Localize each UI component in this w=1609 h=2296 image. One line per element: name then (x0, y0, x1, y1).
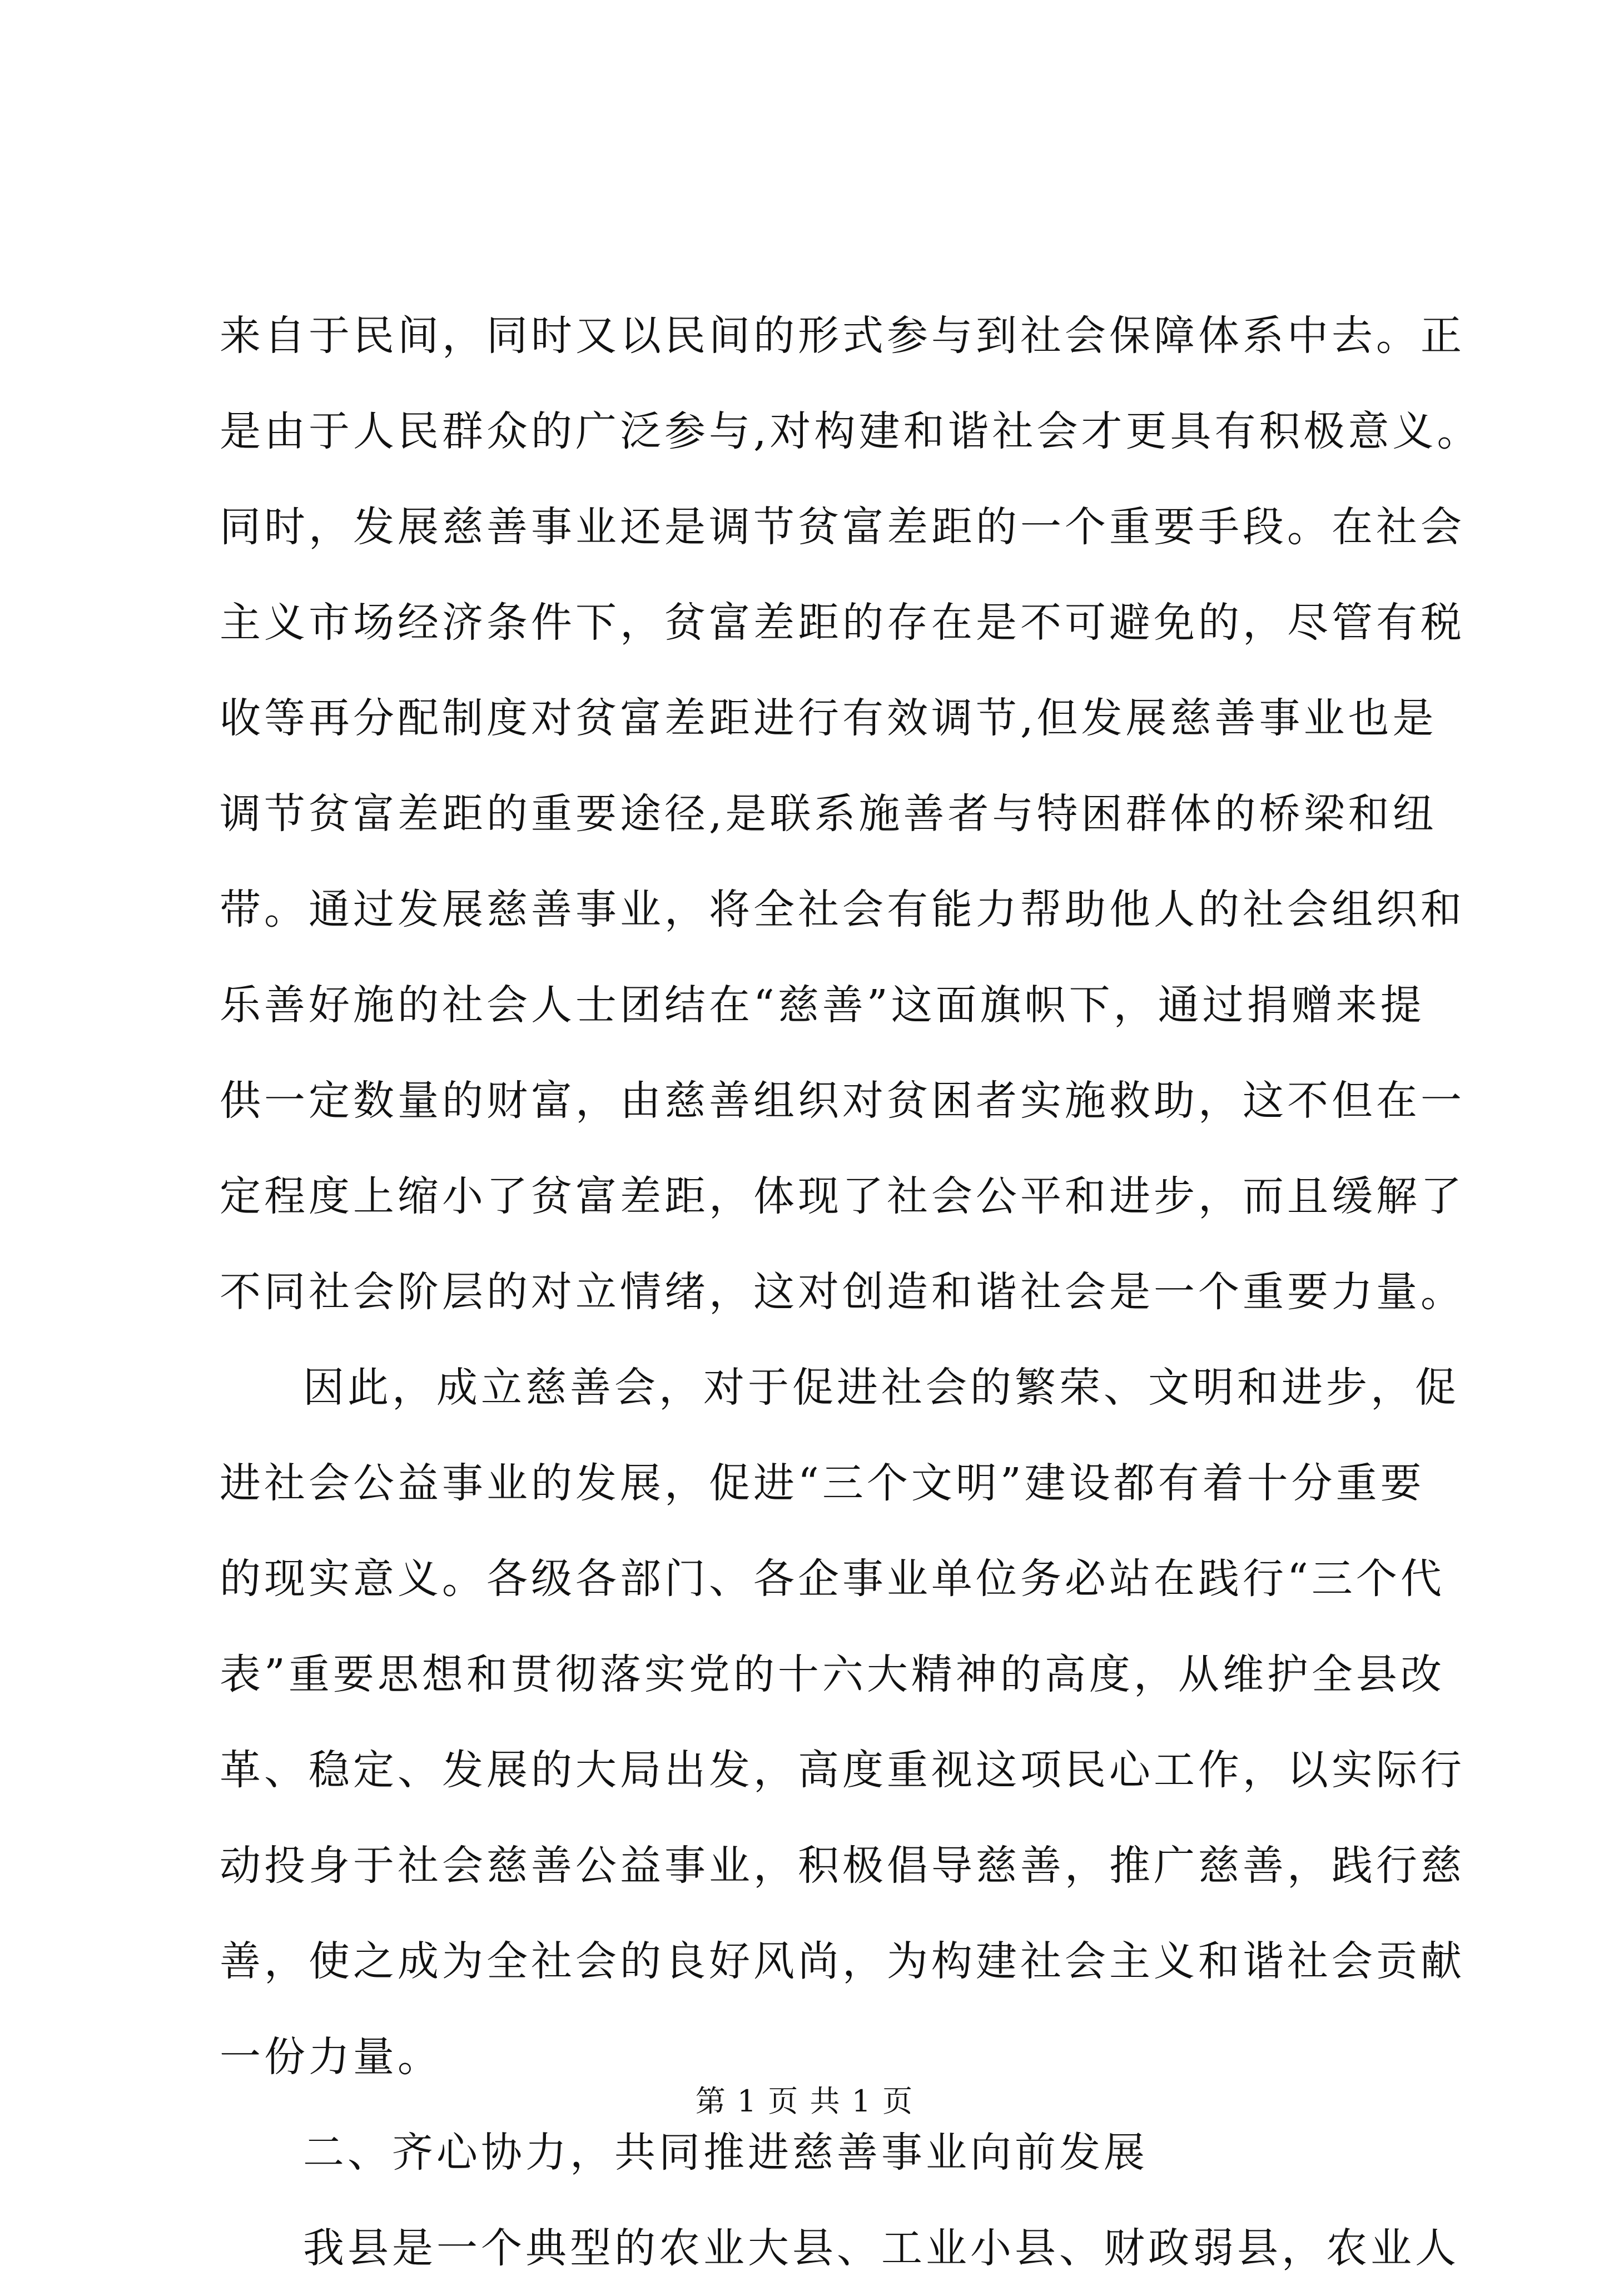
section-heading: 二、齐心协力，共同推进慈善事业向前发展 (303, 2129, 1148, 2176)
text-line: 革、稳定、发展的大局出发，高度重视这项民心工作，以实际行 (220, 1746, 1465, 1794)
text-line: 主义市场经济条件下，贫富差距的存在是不可避免的，尽管有税 (220, 599, 1465, 647)
paragraph-start-line: 我县是一个典型的农业大县、工业小县、财政弱县，农业人 (303, 2224, 1459, 2272)
text-line: 善，使之成为全社会的良好风尚，为构建社会主义和谐社会贡献 (220, 1937, 1465, 1985)
page-footer: 第 1 页 共 1 页 (695, 2084, 914, 2119)
text-line: 同时，发展慈善事业还是调节贫富差距的一个重要手段。在社会 (220, 503, 1465, 551)
text-line: 来自于民间，同时又以民间的形式参与到社会保障体系中去。正 (220, 312, 1465, 360)
text-line: 不同社会阶层的对立情绪，这对创造和谐社会是一个重要力量。 (220, 1268, 1465, 1316)
body-text (220, 288, 1482, 2296)
text-line: 动投身于社会慈善公益事业，积极倡导慈善，推广慈善，践行慈 (220, 1842, 1465, 1890)
text-line: 表”重要思想和贯彻落实党的十六大精神的高度，从维护全县改 (220, 1651, 1445, 1698)
text-line: 调节贫富差距的重要途径,是联系施善者与特困群体的桥梁和纽 (220, 790, 1437, 838)
text-line: 供一定数量的财富，由慈善组织对贫困者实施救助，这不但在一 (220, 1077, 1465, 1125)
text-line: 乐善好施的社会人士团结在“慈善”这面旗帜下，通过捐赠来提 (220, 981, 1425, 1029)
text-line: 定程度上缩小了贫富差距，体现了社会公平和进步，而且缓解了 (220, 1172, 1465, 1220)
text-line: 进社会公益事业的发展，促进“三个文明”建设都有着十分重要 (220, 1459, 1425, 1507)
text-line: 一份力量。 (220, 2033, 442, 2081)
text-line: 带。通过发展慈善事业，将全社会有能力帮助他人的社会组织和 (220, 886, 1465, 933)
text-line: 的现实意义。各级各部门、各企事业单位务必站在践行“三个代 (220, 1555, 1445, 1603)
text-line: 是由于人民群众的广泛参与,对构建和谐社会才更具有积极意义。 (220, 407, 1482, 455)
text-line: 收等再分配制度对贫富差距进行有效调节,但发展慈善事业也是 (220, 694, 1437, 742)
paragraph-start-line: 因此，成立慈善会，对于促进社会的繁荣、文明和进步，促 (303, 1364, 1459, 1412)
